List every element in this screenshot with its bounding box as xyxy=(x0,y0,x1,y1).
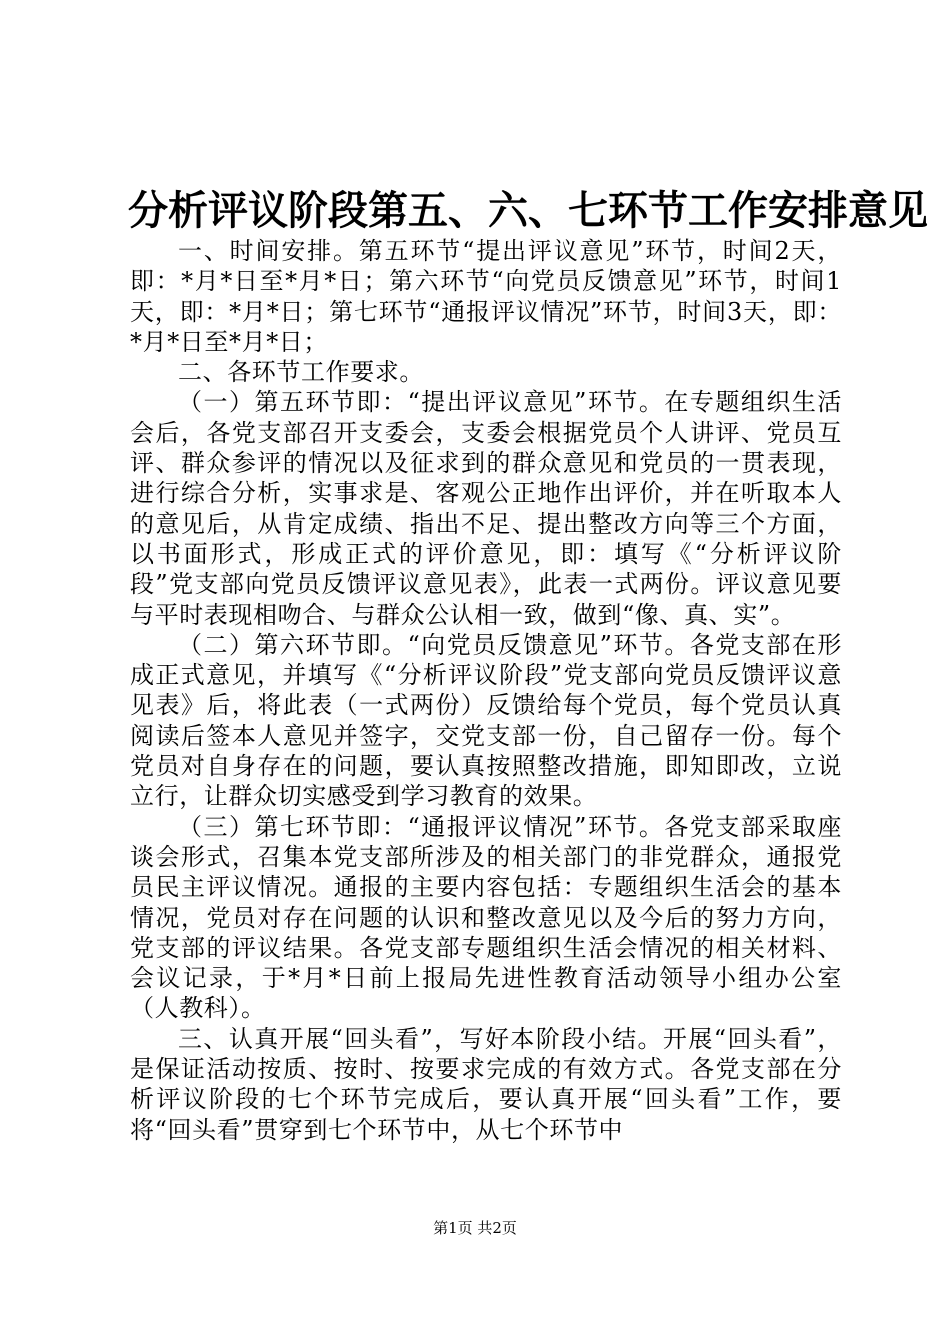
page-number-footer: 第1页 共2页 xyxy=(433,1219,517,1237)
paragraph-time-arrangement: 一、时间安排。第五环节“提出评议意见”环节，时间2天，即：*月*日至*月*日；第六环节“向党员反馈意见”环节，时间1天，即：*月*日；第七环节“通报评议情况”环节，时间3天，即：*月*日至*月*日； xyxy=(130,237,842,356)
paragraph-step-six: （二）第六环节即。“向党员反馈意见”环节。各党支部在形成正式意见，并填写《“分析评议阶段”党支部向党员反馈评议意见表》后，将此表（一式两份）反馈给每个党员，每个党员认真阅读后签本人意见并签字，交党支部一份，自己留存一份。每个党员对自身存在的问题，要认真按照整改措施，即知即改，立说立行，让群众切实感受到学习教育的效果。 xyxy=(130,630,842,811)
paragraph-step-seven: （三）第七环节即：“通报评议情况”环节。各党支部采取座谈会形式，召集本党支部所涉及的相关部门的非党群众，通报党员民主评议情况。通报的主要内容包括：专题组织生活会的基本情况，党员对存在问题的认识和整改意见以及今后的努力方向，党支部的评议结果。各党支部专题组织生活会情况的相关材料、会议记录，于*月*日前上报局先进性教育活动领导小组办公室（人教科）。 xyxy=(130,812,842,1023)
paragraph-requirements-heading: 二、各环节工作要求。 xyxy=(178,358,424,387)
paragraph-review: 三、认真开展“回头看”，写好本阶段小结。开展“回头看”，是保证活动按质、按时、按要求完成的有效方式。各党支部在分析评议阶段的七个环节完成后，要认真开展“回头看”工作，要将“回头看”贯穿到七个环节中，从七个环节中 xyxy=(130,1024,842,1144)
document-body xyxy=(130,236,842,1145)
paragraph-step-five: （一）第五环节即：“提出评议意见”环节。在专题组织生活会后，各党支部召开支委会，支委会根据党员个人讲评、党员互评、群众参评的情况以及征求到的群众意见和党员的一贯表现，进行综合分析，实事求是、客观公正地作出评价，并在听取本人的意见后，从肯定成绩、指出不足、提出整改方向等三个方面，以书面形式，形成正式的评价意见，即：填写《“分析评议阶段”党支部向党员反馈评议意见表》，此表一式两份。评议意见要与平时表现相吻合、与群众公认相一致，做到“像、真、实”。 xyxy=(130,388,842,629)
document-title: 分析评议阶段第五、六、七环节工作安排意见 xyxy=(128,188,928,234)
